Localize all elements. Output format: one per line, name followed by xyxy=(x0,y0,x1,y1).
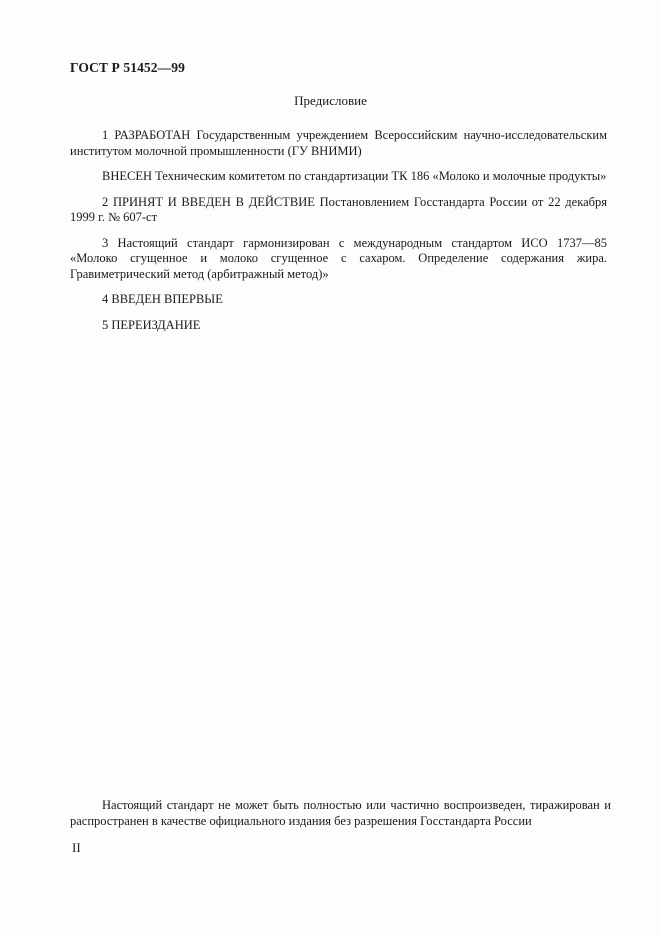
preface-item-adopted: 2 ПРИНЯТ И ВВЕДЕН В ДЕЙСТВИЕ Постановлением Госстандарта России от 22 декабря 1999 г. № 607-ст xyxy=(70,194,607,224)
copyright-notice: Настоящий стандарт не может быть полностью или частично воспроизведен, тиражирован и распространен в качестве официального издания без разрешения Госстандарта России xyxy=(70,798,611,828)
standard-code: ГОСТ Р 51452—99 xyxy=(70,60,185,75)
page-number: II xyxy=(72,840,81,855)
preface-title: Предисловие xyxy=(294,93,367,108)
preface-item-first-introduced: 4 ВВЕДЕН ВПЕРВЫЕ xyxy=(102,292,223,306)
preface-body xyxy=(70,128,607,333)
preface-item-developed: 1 РАЗРАБОТАН Государственным учреждением Всероссийским научно-исследовательским институтом молочной промышленности (ГУ ВНИМИ) xyxy=(70,128,607,158)
preface-item-harmonized: 3 Настоящий стандарт гармонизирован с международным стандартом ИСО 1737—85 «Молоко сгущенное и молоко сгущенное с сахаром. Определение содержания жира. Гравиметрический метод (арбитражный метод)» xyxy=(70,235,607,281)
preface-item-introduced: ВНЕСЕН Техническим комитетом по стандартизации ТК 186 «Молоко и молочные продукты» xyxy=(102,169,607,183)
preface-item-reissue: 5 ПЕРЕИЗДАНИЕ xyxy=(102,317,201,332)
